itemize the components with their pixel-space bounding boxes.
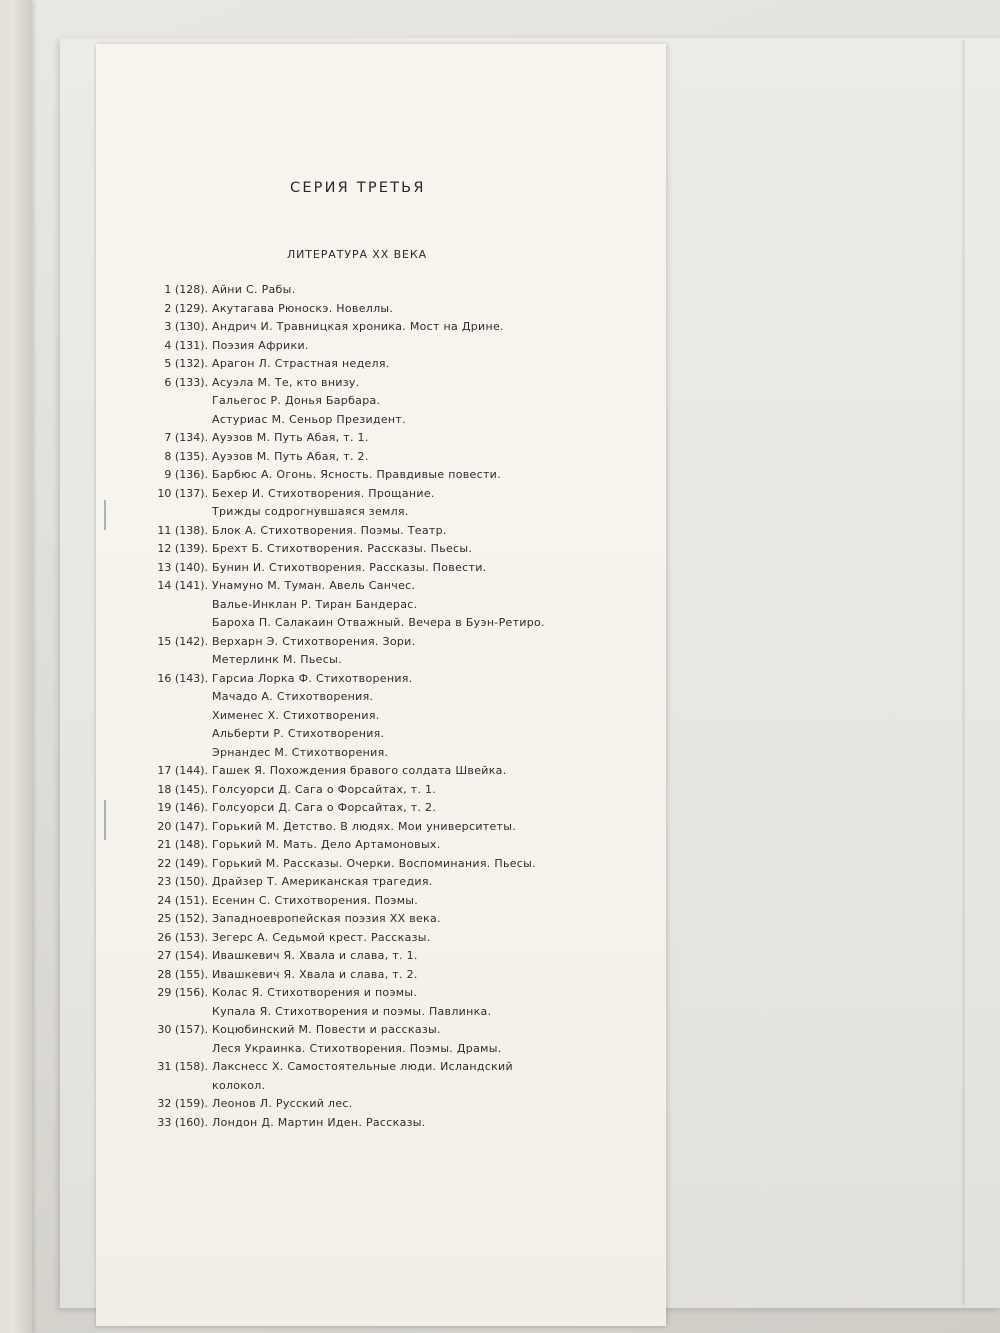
- volume-number: 15 (142).: [157, 634, 208, 648]
- list-item-line: [150, 725, 580, 744]
- volume-number: 5 (132).: [164, 357, 208, 370]
- list-item: [150, 818, 580, 837]
- volume-number: 2 (129).: [164, 301, 208, 315]
- volume-number: 30 (157).: [157, 1023, 208, 1036]
- list-item-line: [150, 411, 580, 430]
- list-item: [150, 577, 580, 633]
- list-item-line: [150, 744, 580, 763]
- book-title: Коцюбинский М. Повести и рассказы.: [212, 1023, 441, 1036]
- book-title: Ауэзов М. Путь Абая, т. 2.: [212, 449, 369, 463]
- list-item: [150, 318, 580, 337]
- list-item-line: [150, 1077, 580, 1096]
- book-title: Ивашкевич Я. Хвала и слава, т. 2.: [212, 967, 418, 981]
- book-title: Горький М. Мать. Дело Артамоновых.: [212, 838, 441, 851]
- book-title: Леонов Л. Русский лес.: [212, 1097, 353, 1110]
- list-item-line: [150, 966, 580, 985]
- volume-number: [150, 744, 212, 763]
- list-item: [150, 429, 580, 448]
- volume-number: 31 (158).: [157, 1060, 208, 1073]
- volume-number: [150, 503, 212, 522]
- list-item-line: [150, 1040, 580, 1059]
- list-item-line: [150, 1021, 580, 1040]
- volume-number: 1 (128).: [164, 283, 208, 296]
- book-title: Трижды содрогнувшаяся земля.: [212, 505, 409, 518]
- list-item-line: [150, 448, 580, 467]
- list-item-line: [150, 670, 580, 689]
- volume-number: 16 (143).: [157, 671, 208, 685]
- volume-number: 8 (135).: [164, 449, 208, 463]
- book-title: Леся Украинка. Стихотворения. Поэмы. Драмы.: [212, 1041, 502, 1055]
- list-item-line: [150, 392, 580, 411]
- list-item: [150, 300, 580, 319]
- list-item-line: [150, 947, 580, 966]
- list-item: [150, 1058, 580, 1095]
- volume-number: 14 (141).: [157, 579, 208, 592]
- adjacent-page-edge: [0, 0, 32, 1333]
- volume-number: [150, 725, 212, 744]
- list-item-line: [150, 596, 580, 615]
- volume-number: [150, 688, 212, 707]
- list-item: [150, 781, 580, 800]
- book-title: Унамуно М. Туман. Авель Санчес.: [212, 579, 416, 592]
- list-item-line: [150, 559, 580, 578]
- volume-number: 23 (150).: [157, 875, 208, 888]
- book-title: Бунин И. Стихотворения. Рассказы. Повести.: [212, 560, 487, 574]
- volume-number: 7 (134).: [164, 431, 208, 444]
- list-item: [150, 281, 580, 300]
- volume-number: 13 (140).: [157, 560, 208, 574]
- volume-number: 27 (154).: [157, 949, 208, 962]
- volume-number: [150, 707, 212, 726]
- book-title: Купала Я. Стихотворения и поэмы. Павлинка.: [212, 1004, 492, 1018]
- book-title: Бехер И. Стихотворения. Прощание.: [212, 486, 435, 500]
- list-item: [150, 670, 580, 763]
- book-title: Метерлинк М. Пьесы.: [212, 653, 342, 666]
- sheet-edge-mark: [104, 800, 106, 840]
- volume-number: [150, 651, 212, 670]
- volume-number: [150, 614, 212, 633]
- list-item: [150, 355, 580, 374]
- book-title: Эрнандес М. Стихотворения.: [212, 745, 389, 759]
- book-title: Горький М. Детство. В людях. Мои университеты.: [212, 819, 517, 833]
- book-title: Голсуорси Д. Сага о Форсайтах, т. 1.: [212, 782, 437, 796]
- volume-number: [150, 1040, 212, 1059]
- list-item-line: [150, 318, 580, 337]
- book-title: Зегерс А. Седьмой крест. Рассказы.: [212, 930, 431, 944]
- list-item-line: [150, 503, 580, 522]
- list-item-line: [150, 651, 580, 670]
- book-title: Асуэла М. Те, кто внизу.: [212, 375, 360, 389]
- list-item-line: [150, 633, 580, 652]
- list-item: [150, 855, 580, 874]
- folder-crease: [962, 40, 965, 1305]
- book-title: Мачадо А. Стихотворения.: [212, 690, 374, 703]
- list-item-line: [150, 355, 580, 374]
- book-title: Акутагава Рюноскэ. Новеллы.: [212, 301, 394, 315]
- volume-number: 22 (149).: [157, 856, 208, 870]
- volume-number: 17 (144).: [157, 764, 208, 777]
- book-title: Валье-Инклан Р. Тиран Бандерас.: [212, 597, 418, 611]
- volume-number: 28 (155).: [157, 967, 208, 981]
- list-item-line: [150, 799, 580, 818]
- volume-number: [150, 596, 212, 615]
- book-list: [150, 281, 580, 1132]
- list-item-line: [150, 873, 580, 892]
- volume-number: 11 (138).: [157, 523, 208, 537]
- volume-number: 29 (156).: [157, 986, 208, 999]
- list-item-line: [150, 1095, 580, 1114]
- book-title: Барбюс А. Огонь. Ясность. Правдивые повести.: [212, 468, 501, 481]
- list-item: [150, 374, 580, 430]
- book-title: Андрич И. Травницкая хроника. Мост на Дрине.: [212, 320, 504, 333]
- volume-number: 32 (159).: [157, 1097, 208, 1110]
- list-item-line: [150, 892, 580, 911]
- section-title: ЛИТЕРАТУРА XX ВЕКА: [287, 248, 428, 261]
- list-item: [150, 762, 580, 781]
- volume-number: 10 (137).: [157, 486, 208, 500]
- book-title: Ивашкевич Я. Хвала и слава, т. 1.: [212, 949, 418, 962]
- book-title: Западноевропейская поэзия XX века.: [212, 912, 441, 925]
- volume-number: 21 (148).: [157, 838, 208, 851]
- list-item-line: [150, 374, 580, 393]
- book-title: Ауэзов М. Путь Абая, т. 1.: [212, 431, 369, 444]
- list-item: [150, 633, 580, 670]
- book-title: Гарсиа Лорка Ф. Стихотворения.: [212, 671, 413, 685]
- volume-number: 26 (153).: [157, 930, 208, 944]
- book-title: Айни С. Рабы.: [212, 283, 296, 296]
- list-item-line: [150, 1058, 580, 1077]
- book-title: Колас Я. Стихотворения и поэмы.: [212, 986, 418, 999]
- list-item: [150, 966, 580, 985]
- list-item-line: [150, 577, 580, 596]
- book-title: Горький М. Рассказы. Очерки. Воспоминания. Пьесы.: [212, 856, 536, 870]
- book-title: колокол.: [212, 1078, 266, 1092]
- list-item-line: [150, 522, 580, 541]
- list-item-line: [150, 337, 580, 356]
- list-item-line: [150, 300, 580, 319]
- list-item-line: [150, 688, 580, 707]
- list-item: [150, 1095, 580, 1114]
- book-title: Драйзер Т. Американская трагедия.: [212, 875, 433, 888]
- list-item-line: [150, 540, 580, 559]
- list-item: [150, 836, 580, 855]
- book-title: Поэзия Африки.: [212, 338, 309, 352]
- volume-number: 9 (136).: [164, 468, 208, 481]
- book-title: Астуриас М. Сеньор Президент.: [212, 412, 406, 426]
- book-title: Блок А. Стихотворения. Поэмы. Театр.: [212, 523, 447, 537]
- volume-number: [150, 1003, 212, 1022]
- list-item-line: [150, 984, 580, 1003]
- list-item-line: [150, 910, 580, 929]
- volume-number: 20 (147).: [157, 819, 208, 833]
- list-item: [150, 1021, 580, 1058]
- volume-number: 6 (133).: [164, 375, 208, 389]
- list-item-line: [150, 466, 580, 485]
- list-item: [150, 984, 580, 1021]
- book-title: Верхарн Э. Стихотворения. Зори.: [212, 634, 416, 648]
- book-title: Хименес Х. Стихотворения.: [212, 708, 380, 722]
- volume-number: 12 (139).: [157, 542, 208, 555]
- volume-number: [150, 392, 212, 411]
- list-item: [150, 929, 580, 948]
- book-title: Есенин С. Стихотворения. Поэмы.: [212, 893, 419, 907]
- volume-number: 33 (160).: [157, 1115, 208, 1129]
- list-item: [150, 337, 580, 356]
- list-item-line: [150, 485, 580, 504]
- list-item: [150, 873, 580, 892]
- list-item-line: [150, 781, 580, 800]
- list-item-line: [150, 836, 580, 855]
- book-title: Брехт Б. Стихотворения. Рассказы. Пьесы.: [212, 542, 473, 555]
- list-item: [150, 1114, 580, 1133]
- volume-number: [150, 411, 212, 430]
- list-item-line: [150, 281, 580, 300]
- series-title: СЕРИЯ ТРЕТЬЯ: [290, 180, 426, 196]
- list-item: [150, 910, 580, 929]
- volume-number: 25 (152).: [157, 912, 208, 925]
- list-item-line: [150, 929, 580, 948]
- list-item-line: [150, 429, 580, 448]
- sheet-edge-mark: [104, 500, 106, 530]
- list-item-line: [150, 818, 580, 837]
- list-item: [150, 466, 580, 485]
- list-item-line: [150, 855, 580, 874]
- book-title: Лакснесс Х. Самостоятельные люди. Исландский: [212, 1060, 513, 1073]
- volume-number: 18 (145).: [157, 782, 208, 796]
- volume-number: [150, 1077, 212, 1096]
- book-title: Голсуорси Д. Сага о Форсайтах, т. 2.: [212, 801, 437, 814]
- list-item: [150, 559, 580, 578]
- list-item-line: [150, 707, 580, 726]
- list-item-line: [150, 1114, 580, 1133]
- list-item: [150, 799, 580, 818]
- volume-number: 24 (151).: [157, 893, 208, 907]
- list-item: [150, 448, 580, 467]
- list-item-line: [150, 1003, 580, 1022]
- book-title: Гальегос Р. Донья Барбара.: [212, 394, 381, 407]
- list-item-line: [150, 762, 580, 781]
- list-item: [150, 485, 580, 522]
- list-item-line: [150, 614, 580, 633]
- book-title: Альберти Р. Стихотворения.: [212, 727, 385, 740]
- list-item: [150, 947, 580, 966]
- book-title: Лондон Д. Мартин Иден. Рассказы.: [212, 1115, 426, 1129]
- book-title: Арагон Л. Страстная неделя.: [212, 357, 390, 370]
- list-item: [150, 540, 580, 559]
- book-title: Гашек Я. Похождения бравого солдата Швейка.: [212, 764, 507, 777]
- volume-number: 19 (146).: [157, 801, 208, 814]
- list-item: [150, 522, 580, 541]
- volume-number: 3 (130).: [164, 320, 208, 333]
- book-title: Бароха П. Салакаин Отважный. Вечера в Буэн-Ретиро.: [212, 616, 545, 629]
- volume-number: 4 (131).: [164, 338, 208, 352]
- list-item: [150, 892, 580, 911]
